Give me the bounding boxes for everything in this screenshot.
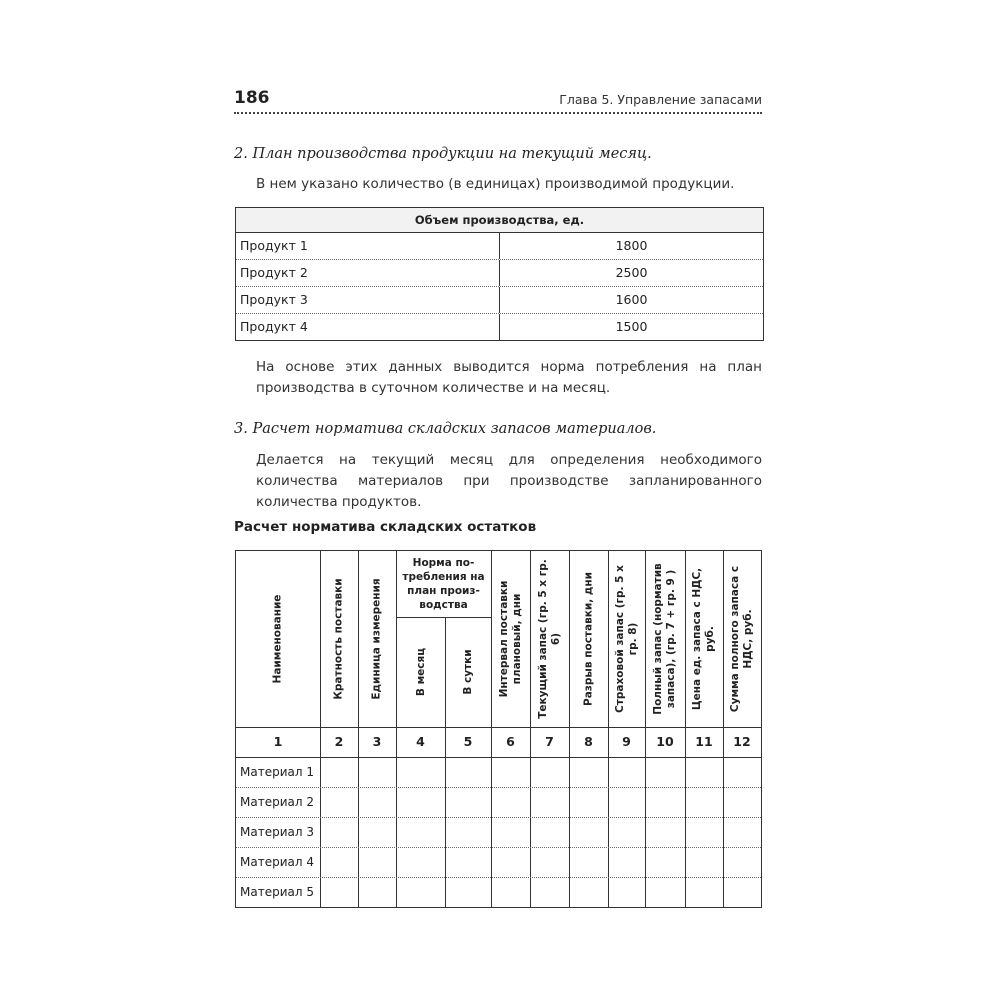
header-delivery-multiplicity: Кратность поставки [332, 578, 345, 700]
header-name: Наименование [271, 594, 284, 684]
header-full-stock: Полный запас (норматив запаса), (гр. 7 + гр. 9 ) [652, 563, 677, 715]
material-name: Материал 1 [240, 765, 314, 779]
material-name: Материал 2 [240, 795, 314, 809]
product-name: Продукт 3 [236, 287, 500, 313]
material-name: Материал 3 [240, 825, 314, 839]
column-number: 3 [372, 734, 382, 749]
page-number: 186 [234, 88, 270, 108]
product-name: Продукт 1 [236, 233, 500, 259]
table-row [236, 233, 763, 260]
header-cell [320, 551, 358, 727]
running-title: Глава 5. Управление запасами [559, 92, 762, 107]
product-volume: 1800 [615, 238, 648, 253]
header-consumption-norm-group: Норма по-требления на план произ-водства [402, 557, 485, 611]
header-cell [236, 551, 320, 727]
header-unit: Единица измерения [370, 578, 383, 700]
column-number: 8 [584, 734, 593, 749]
column-number: 4 [416, 734, 425, 749]
header-unit-price: Цена ед. запаса с НДС, руб. [691, 567, 716, 711]
header-cell [445, 617, 491, 727]
header-cell [569, 551, 608, 727]
after-table-text: На основе этих данных выводится норма потребления на план производства в суточном количестве и на месяц. [256, 359, 762, 396]
header-delivery-interval: Интервал поставки плановый, дни [497, 580, 523, 698]
section-2-heading: 2. План производства продукции на текущий месяц. [234, 146, 652, 162]
page-header [234, 86, 762, 114]
column-number: 7 [545, 734, 554, 749]
header-cell [396, 617, 445, 727]
table-row [236, 314, 763, 340]
stock-table-caption: Расчет норматива складских остатков [234, 519, 537, 535]
header-cell [530, 551, 569, 727]
table-row [236, 287, 763, 314]
column-number: 12 [733, 734, 751, 749]
table-row [236, 260, 763, 287]
column-number: 6 [506, 734, 515, 749]
column-number: 2 [334, 734, 344, 749]
column-number: 10 [656, 734, 674, 749]
column-number: 11 [695, 734, 713, 749]
header-total-sum: Сумма полного запаса с НДС, руб. [729, 565, 754, 713]
material-name: Материал 5 [240, 885, 314, 899]
column-number: 1 [273, 734, 283, 749]
header-per-month: В месяц [414, 647, 427, 697]
stock-norm-table [235, 550, 762, 908]
production-table [235, 207, 764, 341]
product-volume: 2500 [615, 265, 648, 280]
header-cell [723, 551, 761, 727]
section-3-text: Делается на текущий месяц для определения необходимого количества материалов при производстве запланированного количества продуктов. [256, 452, 762, 510]
header-delivery-gap: Разрыв поставки, дни [582, 572, 594, 706]
header-cell [358, 551, 396, 727]
column-number: 5 [463, 734, 473, 749]
product-volume: 1600 [615, 292, 648, 307]
header-cell [645, 551, 685, 727]
section-2-text: В нем указано количество (в единицах) производимой продукции. [256, 176, 735, 192]
production-table-header: Объем производства, ед. [236, 208, 763, 233]
product-name: Продукт 2 [236, 260, 500, 286]
header-current-stock: Текущий запас (гр. 5 х гр. 6) [536, 559, 562, 719]
header-cell [608, 551, 645, 727]
material-name: Материал 4 [240, 855, 314, 869]
header-safety-stock: Страховой запас (гр. 5 х гр. 8) [613, 565, 639, 713]
product-volume: 1500 [615, 319, 648, 334]
header-cell [491, 551, 530, 727]
header-per-day: В сутки [462, 649, 474, 695]
section-3-heading: 3. Расчет норматива складских запасов материалов. [234, 421, 657, 437]
header-cell [685, 551, 723, 727]
product-name: Продукт 4 [236, 314, 500, 340]
column-number: 9 [622, 734, 631, 749]
